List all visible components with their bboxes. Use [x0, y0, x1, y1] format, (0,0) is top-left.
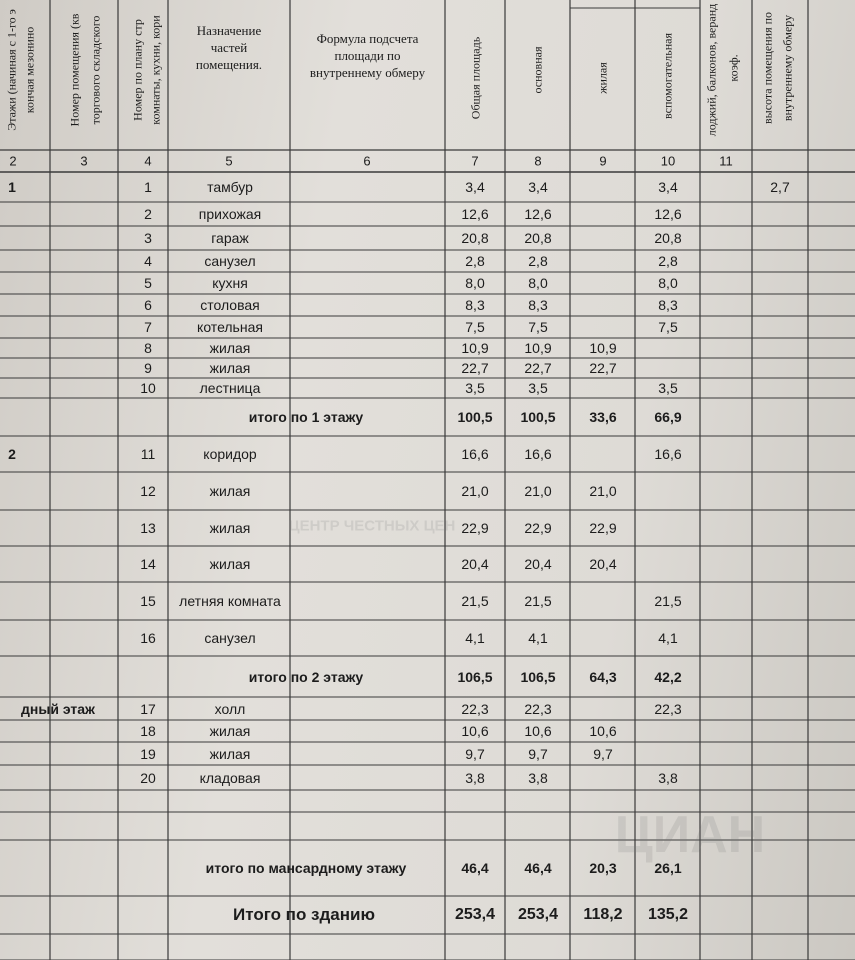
main-area: 22,3 [524, 700, 552, 717]
room-number: 18 [140, 723, 156, 739]
main-area: 22,9 [524, 520, 552, 536]
subtotal-label: итого по мансардному этажу [205, 860, 407, 876]
room-name: жилая [209, 360, 251, 376]
main-area: 20,8 [524, 230, 552, 246]
total-area: 20,4 [461, 556, 489, 572]
room-number: 2 [144, 206, 152, 222]
main-area: 253,4 [517, 906, 559, 923]
living-area: 20,3 [589, 860, 617, 876]
total-area: 8,3 [465, 297, 485, 313]
total-area: 22,3 [461, 700, 489, 717]
room-name: санузел [204, 630, 256, 646]
aux-area: 20,8 [654, 230, 682, 246]
room-name: санузел [204, 253, 256, 269]
aux-area: 22,3 [654, 700, 682, 717]
total-area: 3,4 [465, 179, 485, 195]
total-area: 16,6 [461, 446, 489, 462]
total-area: 3,8 [465, 769, 485, 786]
room-name: лестница [199, 380, 261, 396]
column-number: 2 [9, 153, 17, 169]
column-number: 5 [225, 153, 233, 169]
header-aux-area: вспомогательная [660, 33, 675, 119]
room-number: 17 [140, 700, 156, 717]
room-number: 6 [144, 297, 152, 313]
subtotal-label: итого по 1 этажу [248, 409, 364, 425]
main-area: 3,5 [528, 380, 548, 396]
column-number: 11 [719, 153, 733, 169]
header-purpose: Назначение частей помещения. [195, 23, 263, 72]
column-number: 6 [363, 153, 371, 169]
main-area: 9,7 [528, 745, 548, 762]
total-area: 22,7 [461, 360, 489, 376]
header-floors-2: кончая мезонино [22, 26, 37, 114]
aux-area: 7,5 [658, 319, 678, 335]
main-area: 106,5 [520, 668, 556, 685]
room-name: тамбур [207, 179, 253, 195]
room-number: 14 [140, 556, 156, 572]
main-area: 3,4 [528, 179, 548, 195]
column-number: 9 [599, 153, 607, 169]
total-area: 9,7 [465, 745, 485, 762]
total-area: 3,5 [465, 380, 485, 396]
room-number: 15 [140, 593, 156, 609]
header-height: высота помещения по [760, 11, 775, 125]
living-area: 22,9 [589, 520, 617, 536]
header-plan-number: Номер по плану стр [130, 19, 145, 121]
total-area: 7,5 [465, 319, 485, 335]
living-area: 21,0 [589, 483, 617, 499]
subtotal-label: Итого по зданию [233, 905, 375, 924]
room-number: 11 [140, 446, 156, 462]
aux-area: 12,6 [654, 206, 682, 222]
room-number: 3 [144, 230, 152, 246]
room-number: 20 [140, 769, 156, 786]
floor-label: 1 [8, 179, 16, 195]
total-area: 4,1 [465, 630, 485, 646]
room-number: 4 [144, 253, 152, 269]
total-area: 12,6 [461, 206, 489, 222]
main-area: 21,5 [524, 593, 552, 609]
room-name: столовая [200, 297, 260, 313]
header-living-area: жилая [595, 62, 610, 94]
room-name: прихожая [198, 206, 262, 222]
room-number: 16 [140, 630, 156, 646]
header-floors: Этажи (начиная с 1-го э [4, 9, 19, 131]
header-total-area: Общая площадь [468, 36, 483, 120]
floor-label: дный этаж [21, 700, 95, 717]
aux-area: 2,8 [658, 253, 678, 269]
aux-area: 42,2 [654, 668, 682, 685]
column-number: 3 [80, 153, 88, 169]
total-area: 106,5 [457, 668, 493, 685]
main-area: 16,6 [524, 446, 552, 462]
aux-area: 135,2 [647, 906, 689, 923]
main-area: 46,4 [524, 860, 552, 876]
room-number: 9 [144, 360, 152, 376]
main-area: 7,5 [528, 319, 548, 335]
aux-area: 26,1 [654, 860, 682, 876]
room-number: 8 [144, 340, 152, 356]
living-area: 10,9 [589, 340, 617, 356]
total-area: 8,0 [465, 275, 485, 291]
main-area: 4,1 [528, 630, 548, 646]
column-number: 7 [471, 153, 479, 169]
floor-label: 2 [8, 446, 16, 462]
header-room-number: Номер помещения (кв [67, 13, 82, 127]
living-area: 9,7 [593, 745, 613, 762]
room-number: 10 [140, 380, 156, 396]
aux-area: 8,3 [658, 297, 678, 313]
room-name: кухня [212, 275, 248, 291]
room-name: жилая [209, 556, 251, 572]
room-number: 12 [140, 483, 156, 499]
room-name: котельная [197, 319, 263, 335]
room-name: жилая [209, 745, 251, 762]
room-name: коридор [203, 446, 257, 462]
room-number: 5 [144, 275, 152, 291]
room-name: жилая [209, 340, 251, 356]
column-number: 4 [144, 153, 152, 169]
total-area: 21,5 [461, 593, 489, 609]
header-loggias: лоджий, балконов, веранд [704, 3, 719, 137]
room-name: жилая [209, 520, 251, 536]
room-name: гараж [211, 230, 249, 246]
total-area: 10,9 [461, 340, 489, 356]
header-coef: коэф. [726, 54, 741, 82]
header-height-2: внутреннему обмеру [780, 14, 795, 122]
column-number: 10 [660, 153, 676, 169]
aux-area: 21,5 [654, 593, 682, 609]
watermark-logo: ЦИАН [614, 806, 766, 864]
total-area: 2,8 [465, 253, 485, 269]
living-area: 10,6 [589, 723, 617, 739]
main-area: 20,4 [524, 556, 552, 572]
living-area: 20,4 [589, 556, 617, 572]
aux-area: 3,8 [658, 769, 678, 786]
main-area: 100,5 [520, 409, 556, 425]
living-area: 22,7 [589, 360, 617, 376]
aux-area: 16,6 [654, 446, 682, 462]
living-area: 118,2 [583, 906, 623, 923]
room-name: летняя комната [179, 593, 281, 609]
main-area: 3,8 [528, 769, 548, 786]
total-area: 20,8 [461, 230, 489, 246]
total-area: 100,5 [457, 409, 493, 425]
subtotal-label: итого по 2 этажу [248, 668, 364, 685]
aux-area: 3,4 [658, 179, 678, 195]
main-area: 10,6 [524, 723, 552, 739]
total-area: 10,6 [461, 723, 489, 739]
watermark-caption: ЦЕНТР ЧЕСТНЫХ ЦЕН [288, 517, 456, 535]
room-name: кладовая [199, 769, 261, 786]
room-height: 2,7 [770, 179, 790, 195]
main-area: 10,9 [524, 340, 552, 356]
column-number: 8 [534, 153, 542, 169]
room-number: 1 [144, 179, 152, 195]
main-area: 8,3 [528, 297, 548, 313]
aux-area: 8,0 [658, 275, 678, 291]
aux-area: 3,5 [658, 380, 678, 396]
main-area: 21,0 [524, 483, 552, 499]
main-area: 12,6 [524, 206, 552, 222]
room-name: жилая [209, 723, 251, 739]
main-area: 22,7 [524, 360, 552, 376]
main-area: 8,0 [528, 275, 548, 291]
room-number: 19 [140, 745, 156, 762]
header-plan-number-2: комнаты, кухни, кори [148, 15, 163, 125]
living-area: 33,6 [589, 409, 617, 425]
room-number: 13 [140, 520, 156, 536]
header-room-number-2: торгового складского [88, 15, 103, 125]
room-name: жилая [209, 483, 251, 499]
main-area: 2,8 [528, 253, 548, 269]
living-area: 64,3 [589, 668, 617, 685]
header-formula: Формула подсчета площади по внутреннему обмеру [309, 31, 426, 80]
header-main-area: основная [530, 46, 545, 94]
total-area: 253,4 [454, 906, 496, 923]
aux-area: 4,1 [658, 630, 678, 646]
room-number: 7 [144, 319, 152, 335]
room-name: холл [214, 700, 246, 717]
aux-area: 66,9 [654, 409, 682, 425]
total-area: 46,4 [461, 860, 489, 876]
total-area: 22,9 [461, 520, 489, 536]
total-area: 21,0 [461, 483, 489, 499]
